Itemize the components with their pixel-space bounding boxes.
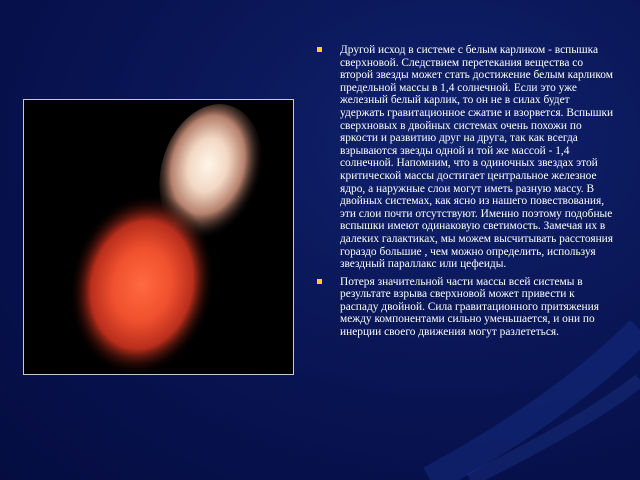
binary-star-glow-image (24, 100, 293, 374)
bullet-item-supernova (316, 44, 616, 271)
square-bullet-icon (317, 47, 322, 52)
bullet-text: Потеря значительной части массы всей системы в результате взрыва сверхновой может привести к распаду двойной. Сила гравитационного притяжения между компонентами сильно уменьшается, и они по инерции своего движения могут разлететься. (340, 275, 599, 339)
bullet-text: Другой исход в системе с белым карликом - вспышка сверхновой. Следствием перетекания вещества со второй звезды может стать достижение белым карликом предельной массы в 1,4 солнечной. Если это уже железный белый карлик, то он не в силах будет удержать гравитационное сжатие и взорвется. Вспышки сверхновых в двойных системах очень похожи по яркости и развитию друг на друга, так как всегда взрываются звезды одной и той же массой - 1,4 солнечной. Напомним, что в одиночных звездах этой критической массы достигает центральное железное ядро, а наружные слои могут иметь разную массу. В двойных системах, как ясно из нашего повествования, эти слои почти отсутствуют. Именно поэтому подобные вспышки имеют одинаковую светимость. Замечая их в далеких галактиках, мы можем высчитывать расстояния гораздо большие , чем можно определить, используя звездный параллакс или цефеиды. (340, 44, 614, 271)
square-bullet-icon (317, 279, 322, 284)
bullet-text-block (316, 44, 616, 344)
bullet-item-mass-loss (316, 276, 616, 339)
binary-star-image (23, 99, 294, 375)
